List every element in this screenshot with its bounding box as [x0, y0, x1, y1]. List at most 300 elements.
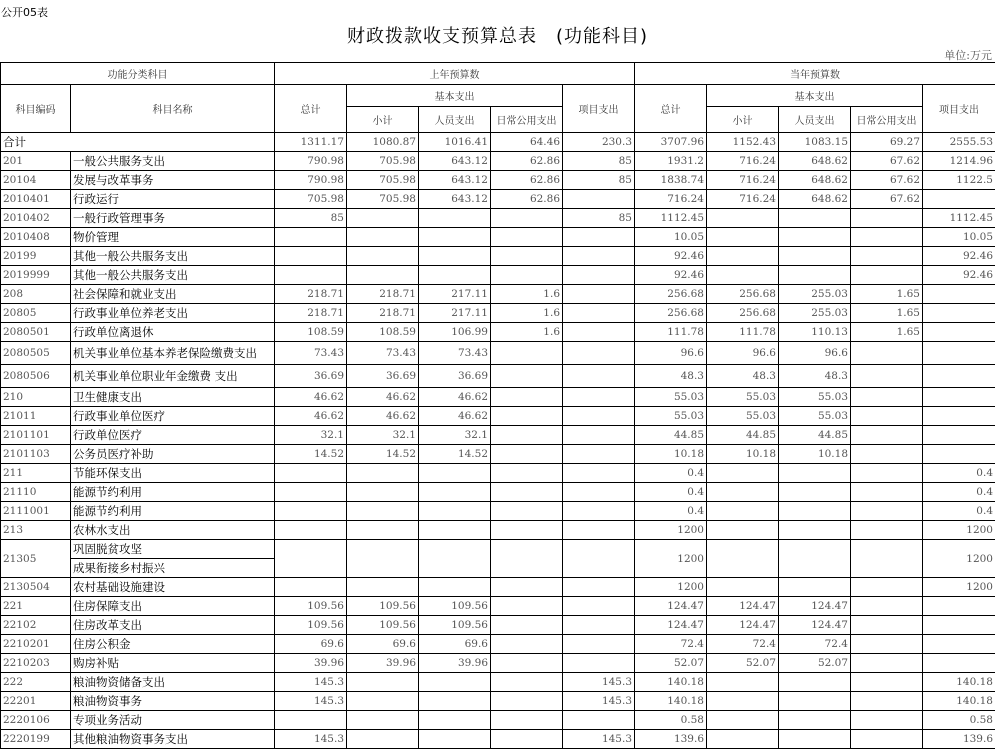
cell-c-total: 1200: [635, 521, 707, 540]
cell-name: 专项业务活动: [71, 711, 275, 730]
cell-code: 2010401: [1, 190, 71, 209]
cell-p-sub: [347, 502, 419, 521]
cell-code: 2210203: [1, 654, 71, 673]
cell-c-pers: 648.62: [779, 190, 851, 209]
table-row: [1, 597, 995, 616]
cell-p-daily: [491, 692, 563, 711]
cell-p-total: 85: [275, 209, 347, 228]
cell-p-daily: [491, 711, 563, 730]
cell-code: 2111001: [1, 502, 71, 521]
cell-p-daily: [491, 445, 563, 464]
cell-p-total: [275, 711, 347, 730]
cell-c-total: 10.18: [635, 445, 707, 464]
cell-p-pers: 46.62: [419, 388, 491, 407]
cell-code: 2010408: [1, 228, 71, 247]
cell-c-total: 0.58: [635, 711, 707, 730]
cell-c-pers: 124.47: [779, 597, 851, 616]
cell-p-total: 145.3: [275, 673, 347, 692]
cell-c-total: 1931.2: [635, 152, 707, 171]
cell-c-pers: [779, 711, 851, 730]
cell-p-sub: [347, 483, 419, 502]
cell-name: 能源节约利用: [71, 483, 275, 502]
cell-c-total: 0.4: [635, 483, 707, 502]
cell-p-pers: 643.12: [419, 171, 491, 190]
cell-p-sub: 705.98: [347, 190, 419, 209]
cell-p-pers: [419, 209, 491, 228]
header-cur-basic: 基本支出: [707, 85, 923, 107]
cell-c-sub: [707, 730, 779, 749]
cell-c-sub: 716.24: [707, 190, 779, 209]
cell-c-daily: 1.65: [851, 285, 923, 304]
cell-code: 211: [1, 464, 71, 483]
budget-table: [0, 62, 995, 749]
cell-p-daily: [491, 578, 563, 597]
cell-p-sub: 73.43: [347, 342, 419, 365]
cell-name: 节能环保支出: [71, 464, 275, 483]
cell-code: 221: [1, 597, 71, 616]
cell-p-daily: 1.6: [491, 285, 563, 304]
cell-code: 2010402: [1, 209, 71, 228]
cell-p-daily: [491, 730, 563, 749]
cell-p-total: 790.98: [275, 152, 347, 171]
cell-p-daily: [491, 247, 563, 266]
cell-name: 卫生健康支出: [71, 388, 275, 407]
cell-p-sub: 109.56: [347, 616, 419, 635]
cell-p-proj: [563, 654, 635, 673]
cell-p-total: [275, 502, 347, 521]
cell-code: 21110: [1, 483, 71, 502]
cell-code: 2080505: [1, 342, 71, 365]
cell-c-daily: [851, 483, 923, 502]
cell-code: 2130504: [1, 578, 71, 597]
cell-c-pers: [779, 578, 851, 597]
table-row: [1, 540, 995, 559]
cell-p-daily: [491, 521, 563, 540]
cell-c-proj: 139.6: [923, 730, 995, 749]
cell-c-daily: [851, 635, 923, 654]
cell-c-proj: 0.58: [923, 711, 995, 730]
cell-c-total: 92.46: [635, 247, 707, 266]
cell-p-total: 32.1: [275, 426, 347, 445]
cell-c-proj: [923, 445, 995, 464]
cell-p-pers: [419, 502, 491, 521]
cell-p-daily: [491, 228, 563, 247]
cell-c-pers: 48.3: [779, 365, 851, 388]
header-prev-daily: 日常公用支出: [491, 107, 563, 133]
cell-p-proj: [563, 521, 635, 540]
cell-p-proj: [563, 266, 635, 285]
cell-c-total: 111.78: [635, 323, 707, 342]
cell-p-pers: 46.62: [419, 407, 491, 426]
cell-c-pers: 55.03: [779, 407, 851, 426]
cell-p-daily: 62.86: [491, 171, 563, 190]
cell-c-pers: 96.6: [779, 342, 851, 365]
cell-p-total: 1311.17: [275, 133, 347, 152]
table-row: [1, 407, 995, 426]
cell-p-pers: 217.11: [419, 285, 491, 304]
cell-c-sub: 96.6: [707, 342, 779, 365]
cell-name: 行政单位离退休: [71, 323, 275, 342]
cell-code: 213: [1, 521, 71, 540]
cell-p-total: 218.71: [275, 304, 347, 323]
cell-name: 机关事业单位基本养老保险缴费支出: [71, 342, 275, 365]
table-row: [1, 266, 995, 285]
cell-code: 2210201: [1, 635, 71, 654]
cell-p-total: 36.69: [275, 365, 347, 388]
cell-c-total: 140.18: [635, 673, 707, 692]
cell-c-proj: 92.46: [923, 247, 995, 266]
cell-c-daily: [851, 228, 923, 247]
cell-c-proj: 2555.53: [923, 133, 995, 152]
cell-c-total: 44.85: [635, 426, 707, 445]
table-row: [1, 247, 995, 266]
cell-c-proj: 1214.96: [923, 152, 995, 171]
cell-p-proj: [563, 388, 635, 407]
header-prev-personnel: 人员支出: [419, 107, 491, 133]
cell-p-pers: [419, 464, 491, 483]
cell-p-pers: 643.12: [419, 152, 491, 171]
cell-p-proj: [563, 190, 635, 209]
cell-p-total: 218.71: [275, 285, 347, 304]
table-row: [1, 521, 995, 540]
cell-p-total: 73.43: [275, 342, 347, 365]
cell-c-pers: 1083.15: [779, 133, 851, 152]
cell-p-pers: [419, 673, 491, 692]
cell-c-pers: 55.03: [779, 388, 851, 407]
cell-c-sub: [707, 464, 779, 483]
cell-name: 机关事业单位职业年金缴费 支出: [71, 365, 275, 388]
cell-c-pers: [779, 692, 851, 711]
cell-c-daily: [851, 730, 923, 749]
cell-c-sub: 10.18: [707, 445, 779, 464]
cell-c-proj: [923, 654, 995, 673]
page-title: [0, 22, 995, 48]
table-row: [1, 388, 995, 407]
cell-c-total: 256.68: [635, 285, 707, 304]
cell-p-sub: [347, 209, 419, 228]
cell-name: 住房公积金: [71, 635, 275, 654]
cell-p-proj: [563, 407, 635, 426]
cell-p-daily: 64.46: [491, 133, 563, 152]
cell-p-daily: 1.6: [491, 323, 563, 342]
cell-c-daily: [851, 388, 923, 407]
cell-name: 社会保障和就业支出: [71, 285, 275, 304]
cell-c-daily: [851, 426, 923, 445]
cell-code: 208: [1, 285, 71, 304]
table-body: [1, 133, 995, 749]
cell-c-daily: 1.65: [851, 323, 923, 342]
cell-c-daily: [851, 445, 923, 464]
cell-p-proj: [563, 365, 635, 388]
cell-c-total: 55.03: [635, 407, 707, 426]
cell-c-sub: [707, 266, 779, 285]
cell-c-total: 124.47: [635, 597, 707, 616]
header-name: 科目名称: [71, 85, 275, 133]
cell-p-pers: [419, 521, 491, 540]
cell-c-pers: [779, 247, 851, 266]
table-row-total: [1, 133, 995, 152]
cell-p-proj: [563, 635, 635, 654]
table-row: [1, 502, 995, 521]
cell-p-total: 145.3: [275, 692, 347, 711]
header-prev-project: 项目支出: [563, 85, 635, 133]
cell-code: 2080506: [1, 365, 71, 388]
table-row: [1, 365, 995, 388]
cell-c-sub: [707, 228, 779, 247]
cell-c-sub: 716.24: [707, 171, 779, 190]
cell-p-sub: [347, 266, 419, 285]
cell-c-pers: 44.85: [779, 426, 851, 445]
cell-p-sub: 46.62: [347, 407, 419, 426]
form-number: 公开05表: [1, 6, 48, 19]
cell-name: 一般公共服务支出: [71, 152, 275, 171]
cell-c-sub: 256.68: [707, 285, 779, 304]
cell-p-daily: [491, 342, 563, 365]
cell-p-daily: [491, 673, 563, 692]
cell-c-pers: [779, 483, 851, 502]
header-code: 科目编码: [1, 85, 71, 133]
cell-c-total: 0.4: [635, 464, 707, 483]
cell-p-sub: 705.98: [347, 152, 419, 171]
cell-c-proj: 140.18: [923, 692, 995, 711]
header-prev-year: 上年预算数: [275, 63, 635, 85]
cell-p-daily: [491, 266, 563, 285]
cell-c-daily: [851, 616, 923, 635]
cell-p-proj: [563, 483, 635, 502]
cell-p-total: [275, 521, 347, 540]
cell-c-total: 96.6: [635, 342, 707, 365]
cell-c-pers: [779, 209, 851, 228]
cell-p-pers: 39.96: [419, 654, 491, 673]
cell-p-daily: [491, 483, 563, 502]
cell-c-pers: 648.62: [779, 171, 851, 190]
cell-p-daily: [491, 407, 563, 426]
cell-p-daily: [491, 464, 563, 483]
cell-p-daily: 62.86: [491, 152, 563, 171]
total-label: 合计: [1, 133, 275, 152]
cell-p-proj: [563, 285, 635, 304]
cell-c-proj: 1112.45: [923, 209, 995, 228]
cell-c-daily: [851, 209, 923, 228]
cell-p-sub: [347, 540, 419, 578]
cell-p-total: [275, 483, 347, 502]
cell-p-pers: 36.69: [419, 365, 491, 388]
cell-p-total: 69.6: [275, 635, 347, 654]
cell-p-pers: [419, 266, 491, 285]
cell-p-sub: 218.71: [347, 285, 419, 304]
cell-p-sub: 32.1: [347, 426, 419, 445]
cell-c-daily: 1.65: [851, 304, 923, 323]
table-row: [1, 654, 995, 673]
cell-c-proj: 0.4: [923, 502, 995, 521]
cell-c-sub: 124.47: [707, 616, 779, 635]
cell-p-total: 790.98: [275, 171, 347, 190]
table-row: [1, 578, 995, 597]
cell-p-proj: 85: [563, 171, 635, 190]
cell-p-pers: [419, 578, 491, 597]
cell-c-sub: [707, 673, 779, 692]
cell-c-sub: [707, 502, 779, 521]
table-row: [1, 464, 995, 483]
table-row: [1, 730, 995, 749]
cell-c-pers: [779, 540, 851, 578]
cell-p-sub: 218.71: [347, 304, 419, 323]
cell-p-daily: [491, 426, 563, 445]
cell-p-pers: [419, 540, 491, 578]
cell-c-pers: 648.62: [779, 152, 851, 171]
cell-p-proj: [563, 426, 635, 445]
cell-p-sub: [347, 464, 419, 483]
cell-c-daily: [851, 502, 923, 521]
cell-code: 2101103: [1, 445, 71, 464]
cell-c-total: 140.18: [635, 692, 707, 711]
cell-c-total: 1838.74: [635, 171, 707, 190]
unit-label: 单位:万元: [944, 49, 992, 62]
table-row: [1, 209, 995, 228]
cell-code: 22102: [1, 616, 71, 635]
header-cur-project: 项目支出: [923, 85, 995, 133]
cell-name: 行政单位医疗: [71, 426, 275, 445]
cell-c-sub: 716.24: [707, 152, 779, 171]
cell-c-proj: [923, 616, 995, 635]
table-row: [1, 445, 995, 464]
header-cur-total: 总计: [635, 85, 707, 133]
cell-p-pers: 73.43: [419, 342, 491, 365]
cell-c-proj: [923, 635, 995, 654]
cell-c-proj: [923, 426, 995, 445]
cell-p-pers: [419, 692, 491, 711]
cell-c-total: 1200: [635, 578, 707, 597]
cell-name: 农林水支出: [71, 521, 275, 540]
cell-code: 21011: [1, 407, 71, 426]
cell-c-daily: [851, 692, 923, 711]
cell-p-sub: 36.69: [347, 365, 419, 388]
cell-p-pers: 217.11: [419, 304, 491, 323]
cell-p-proj: [563, 464, 635, 483]
cell-p-pers: 1016.41: [419, 133, 491, 152]
cell-c-pers: 255.03: [779, 304, 851, 323]
cell-p-sub: [347, 730, 419, 749]
cell-code: 222: [1, 673, 71, 692]
cell-c-total: 72.4: [635, 635, 707, 654]
cell-p-daily: [491, 502, 563, 521]
cell-p-sub: [347, 247, 419, 266]
cell-p-pers: 109.56: [419, 616, 491, 635]
cell-c-sub: 72.4: [707, 635, 779, 654]
table-row: [1, 171, 995, 190]
cell-c-proj: 1122.5: [923, 171, 995, 190]
table-row: [1, 635, 995, 654]
cell-c-proj: 92.46: [923, 266, 995, 285]
cell-c-pers: [779, 502, 851, 521]
cell-code: 20104: [1, 171, 71, 190]
cell-p-total: [275, 464, 347, 483]
cell-name: 一般行政管理事务: [71, 209, 275, 228]
cell-c-daily: [851, 266, 923, 285]
cell-code: 2220106: [1, 711, 71, 730]
cell-p-proj: [563, 323, 635, 342]
header-cur-daily: 日常公用支出: [851, 107, 923, 133]
cell-p-sub: [347, 692, 419, 711]
cell-c-daily: 69.27: [851, 133, 923, 152]
page-title-text: 财政拨款收支预算总表 (功能科目): [346, 26, 649, 47]
cell-p-proj: 85: [563, 209, 635, 228]
cell-p-sub: 39.96: [347, 654, 419, 673]
cell-p-sub: 109.56: [347, 597, 419, 616]
table-header: [1, 63, 995, 133]
cell-c-proj: 140.18: [923, 673, 995, 692]
cell-c-sub: 256.68: [707, 304, 779, 323]
cell-c-daily: [851, 597, 923, 616]
cell-c-proj: 0.4: [923, 483, 995, 502]
cell-name: 住房保障支出: [71, 597, 275, 616]
cell-c-total: 716.24: [635, 190, 707, 209]
cell-p-sub: [347, 521, 419, 540]
cell-c-pers: 255.03: [779, 285, 851, 304]
cell-p-pers: [419, 228, 491, 247]
cell-p-pers: 32.1: [419, 426, 491, 445]
cell-c-proj: [923, 407, 995, 426]
cell-c-daily: [851, 654, 923, 673]
table-row: [1, 692, 995, 711]
cell-c-sub: 52.07: [707, 654, 779, 673]
cell-c-pers: [779, 266, 851, 285]
cell-c-proj: [923, 190, 995, 209]
cell-p-sub: 14.52: [347, 445, 419, 464]
header-cur-subtotal: 小计: [707, 107, 779, 133]
cell-p-sub: 705.98: [347, 171, 419, 190]
cell-c-pers: 110.13: [779, 323, 851, 342]
header-cur-personnel: 人员支出: [779, 107, 851, 133]
cell-p-total: 705.98: [275, 190, 347, 209]
cell-p-total: 39.96: [275, 654, 347, 673]
cell-c-proj: 1200: [923, 540, 995, 578]
cell-name: 行政事业单位养老支出: [71, 304, 275, 323]
cell-c-pers: [779, 464, 851, 483]
cell-c-total: 0.4: [635, 502, 707, 521]
cell-p-sub: [347, 673, 419, 692]
cell-c-sub: 124.47: [707, 597, 779, 616]
cell-c-daily: 67.62: [851, 190, 923, 209]
cell-c-sub: [707, 692, 779, 711]
cell-p-sub: 69.6: [347, 635, 419, 654]
cell-c-proj: [923, 323, 995, 342]
cell-name: 公务员医疗补助: [71, 445, 275, 464]
cell-code: 22201: [1, 692, 71, 711]
cell-p-total: [275, 228, 347, 247]
cell-p-total: 14.52: [275, 445, 347, 464]
cell-c-proj: [923, 342, 995, 365]
cell-name: 购房补贴: [71, 654, 275, 673]
cell-name: 农村基础设施建设: [71, 578, 275, 597]
cell-c-daily: [851, 711, 923, 730]
cell-code: 2220199: [1, 730, 71, 749]
cell-c-daily: [851, 464, 923, 483]
cell-p-daily: [491, 540, 563, 578]
cell-p-pers: 69.6: [419, 635, 491, 654]
table-row: [1, 483, 995, 502]
cell-p-pers: 643.12: [419, 190, 491, 209]
cell-c-daily: [851, 540, 923, 578]
cell-c-total: 52.07: [635, 654, 707, 673]
cell-p-sub: [347, 711, 419, 730]
cell-p-total: [275, 540, 347, 578]
cell-code: 20805: [1, 304, 71, 323]
cell-code: 21305: [1, 540, 71, 578]
cell-code: 210: [1, 388, 71, 407]
cell-p-pers: [419, 483, 491, 502]
cell-name: 巩固脱贫攻坚: [71, 540, 275, 559]
